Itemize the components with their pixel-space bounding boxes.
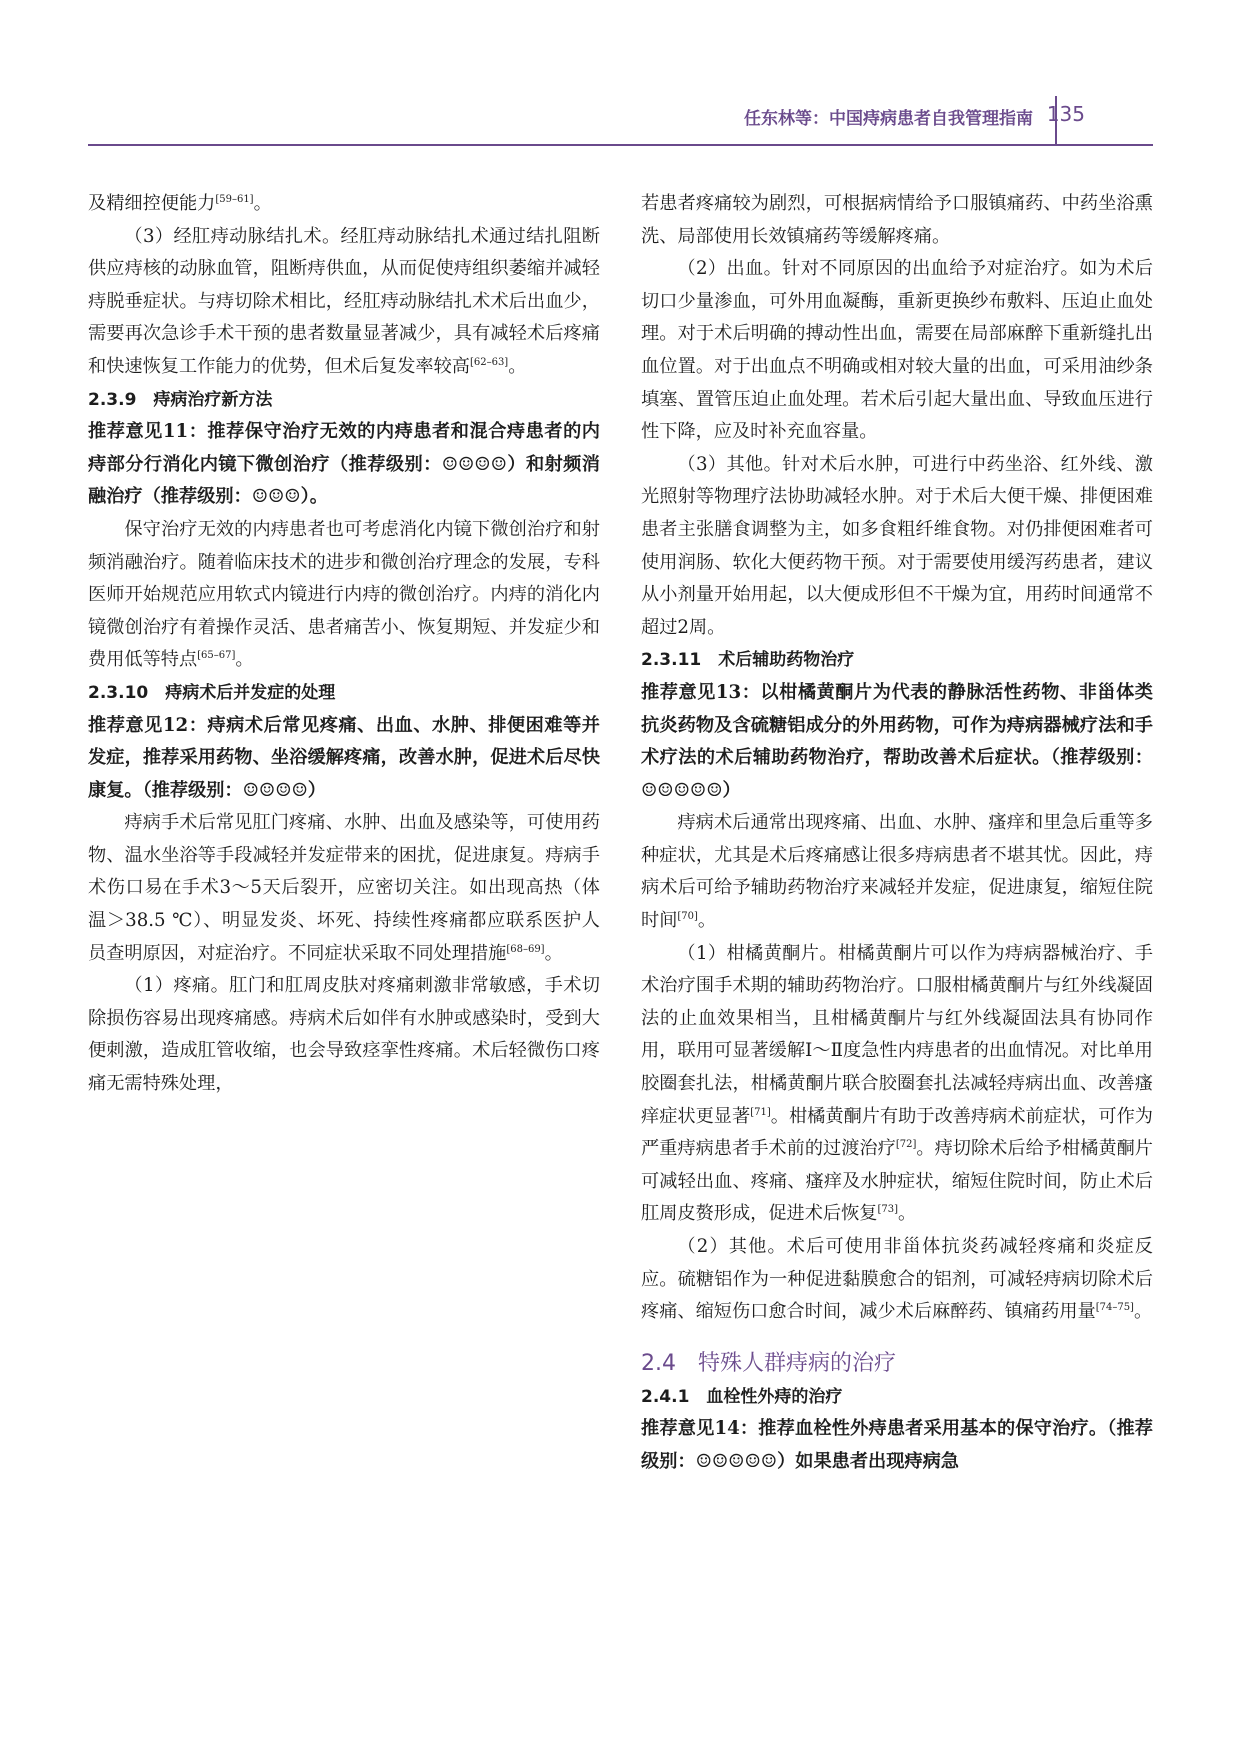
page-header — [88, 96, 1153, 146]
recommendation: 推荐意见14：推荐血栓性外痔患者采用基本的保守治疗。（推荐级别：☺☺☺☺☺）如果患者出现痔病急 — [641, 1418, 1153, 1472]
recommendation: 推荐意见12：痔病术后常见疼痛、出血、水肿、排便困难等并发症，推荐采用药物、坐浴缓解疼痛，改善水肿，促进术后尽快康复。（推荐级别：☺☺☺☺） — [88, 714, 600, 801]
paragraph: 若患者疼痛较为剧烈，可根据病情给予口服镇痛药、中药坐浴熏洗、局部使用长效镇痛药等缓解疼痛。 — [641, 193, 1153, 247]
paragraph: （3）经肛痔动脉结扎术。经肛痔动脉结扎术通过结扎阻断供应痔核的动脉血管，阻断痔供血，从而促使痔组织萎缩并减轻痔脱垂症状。与痔切除术相比，经肛痔动脉结扎术术后出血少，需要再次急诊手术干预的患者数量显著减少，具有减轻术后疼痛和快速恢复工作能力的优势，但术后复发率较高[62–63]。 — [88, 225, 600, 377]
paragraph: （1）疼痛。肛门和肛周皮肤对疼痛刺激非常敏感，手术切除损伤容易出现疼痛感。痔病术后如伴有水肿或感染时，受到大便刺激，造成肛管收缩，也会导致痉挛性疼痛。术后轻微伤口疼痛无需特殊处理， — [88, 975, 600, 1095]
paragraph: 及精细控便能力[59–61]。 — [88, 193, 272, 214]
paragraph: 痔病术后通常出现疼痛、出血、水肿、瘙痒和里急后重等多种症状，尤其是术后疼痛感让很多痔病患者不堪其忧。因此，痔病术后可给予辅助药物治疗来减轻并发症，促进康复，缩短住院时间[70]。 — [641, 812, 1153, 932]
running-title: 任东林等：中国痔病患者自我管理指南 — [744, 109, 1033, 129]
page-number: 135 — [1046, 102, 1085, 126]
recommendation: 推荐意见11：推荐保守治疗无效的内痔患者和混合痔患者的内痔部分行消化内镜下微创治疗（推荐级别：☺☺☺☺）和射频消融治疗（推荐级别：☺☺☺）。 — [88, 421, 600, 508]
paragraph: （3）其他。针对术后水肿，可进行中药坐浴、红外线、激光照射等物理疗法协助减轻水肿。对于术后大便干燥、排便困难患者主张膳食调整为主，如多食粗纤维食物。对仍排便困难者可使用润肠、软化大便药物干预。对于需要使用缓泻药患者，建议从小剂量开始用起，以大便成形但不干燥为宜，用药时间通常不超过2周。 — [641, 453, 1153, 638]
recommendation: 推荐意见13：以柑橘黄酮片为代表的静脉活性药物、非甾体类抗炎药物及含硫糖铝成分的外用药物，可作为痔病器械疗法和手术疗法的术后辅助药物治疗，帮助改善术后症状。（推荐级别：☺☺☺☺☺） — [641, 681, 1153, 801]
paragraph: （2）出血。针对不同原因的出血给予对症治疗。如为术后切口少量渗血，可外用血凝酶，重新更换纱布敷料、压迫止血处理。对于术后明确的搏动性出血，需要在局部麻醉下重新缝扎出血位置。对于出血点不明确或相对较大量的出血，可采用油纱条填塞、置管压迫止血处理。若术后引起大量出血、导致血压进行性下降，应及时补充血容量。 — [641, 258, 1153, 443]
section-heading: 2.4.1 血栓性外痔的治疗 — [641, 1386, 843, 1407]
section-heading: 2.3.11 术后辅助药物治疗 — [641, 650, 855, 671]
left-column — [88, 188, 600, 1101]
section-heading-major: 2.4 特殊人群痔病的治疗 — [641, 1350, 896, 1376]
paragraph: 痔病手术后常见肛门疼痛、水肿、出血及感染等，可使用药物、温水坐浴等手段减轻并发症带来的困扰，促进康复。痔病手术伤口易在手术3～5天后裂开，应密切关注。如出现高热（体温＞38.5 ℃）、明显发炎、坏死、持续性疼痛都应联系医护人员查明原因，对症治疗。不同症状采取不同处理措施[68–69]。 — [88, 812, 600, 964]
right-column — [641, 188, 1153, 1479]
section-heading: 2.3.9 痔病治疗新方法 — [88, 389, 273, 410]
section-heading: 2.3.10 痔病术后并发症的处理 — [88, 682, 336, 703]
paragraph: （2）其他。术后可使用非甾体抗炎药减轻疼痛和炎症反应。硫糖铝作为一种促进黏膜愈合的铝剂，可减轻痔病切除术后疼痛、缩短伤口愈合时间，减少术后麻醉药、镇痛药用量[74–75]。 — [641, 1236, 1153, 1323]
paragraph: （1）柑橘黄酮片。柑橘黄酮片可以作为痔病器械治疗、手术治疗围手术期的辅助药物治疗。口服柑橘黄酮片与红外线凝固法的止血效果相当，且柑橘黄酮片与红外线凝固法具有协同作用，联用可显著缓解Ⅰ～Ⅱ度急性内痔患者的出血情况。对比单用胶圈套扎法，柑橘黄酮片联合胶圈套扎法减轻痔病出血、改善瘙痒症状更显著[71]。柑橘黄酮片有助于改善痔病术前症状，可作为严重痔病患者手术前的过渡治疗[72]。痔切除术后给予柑橘黄酮片可减轻出血、疼痛、瘙痒及水肿症状，缩短住院时间，防止术后肛周皮赘形成，促进术后恢复[73]。 — [641, 942, 1153, 1225]
paragraph: 保守治疗无效的内痔患者也可考虑消化内镜下微创治疗和射频消融治疗。随着临床技术的进步和微创治疗理念的发展，专科医师开始规范应用软式内镜进行内痔的微创治疗。内痔的消化内镜微创治疗有着操作灵活、患者痛苦小、恢复期短、并发症少和费用低等特点[65–67]。 — [88, 518, 600, 671]
